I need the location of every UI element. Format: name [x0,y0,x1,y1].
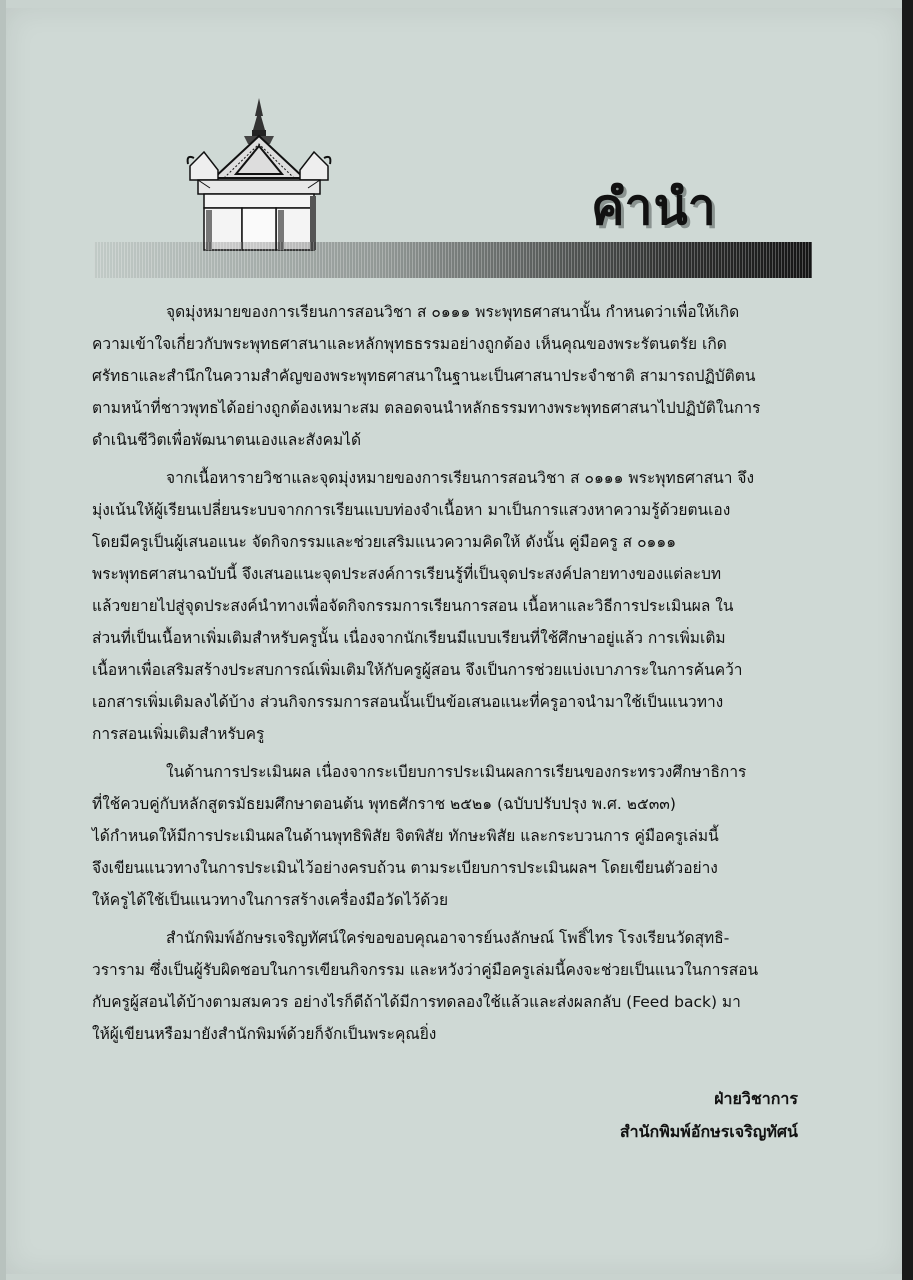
paragraph-2 [92,462,814,750]
paragraph-3 [92,756,814,916]
paragraph-1 [92,296,814,456]
text-line: ที่ใช้ควบคู่กับหลักสูตรมัธยมศึกษาตอนต้น พุทธศักราช ๒๕๒๑ (ฉบับปรับปรุง พ.ศ. ๒๕๓๓) [92,795,676,813]
text-line: ส่วนที่เป็นเนื้อหาเพิ่มเติมสำหรับครูนั้น เนื่องจากนักเรียนมีแบบเรียนที่ใช้ศึกษาอยู่แล้ว การเพิ่มเติม [92,629,726,647]
text-line: จึงเขียนแนวทางในการประเมินไว้อย่างครบถ้วน ตามระเบียบการประเมินผลฯ โดยเขียนตัวอย่าง [92,859,718,877]
text-line: จุดมุ่งหมายของการเรียนการสอนวิชา ส ๐๑๑๑ พระพุทธศาสนานั้น กำหนดว่าเพื่อให้เกิด [166,303,740,321]
signature-department: ฝ่ายวิชาการ [714,1089,798,1108]
text-line: กับครูผู้สอนได้บ้างตามสมควร อย่างไรก็ดีถ้าได้มีการทดลองใช้แล้วและส่งผลกลับ (Feed back) มา [92,993,741,1011]
signature-publisher: สำนักพิมพ์อักษรเจริญทัศน์ [619,1122,798,1141]
text-line: ความเข้าใจเกี่ยวกับพระพุทธศาสนาและหลักพุทธธรรมอย่างถูกต้อง เห็นคุณของพระรัตนตรัย เกิด [92,335,727,353]
text-line: สำนักพิมพ์อักษรเจริญทัศน์ใคร่ขอขอบคุณอาจารย์นงลักษณ์ โพธิ์ไทร โรงเรียนวัดสุทธิ- [166,929,730,947]
document-page [6,8,902,1274]
text-line: เนื้อหาเพื่อเสริมสร้างประสบการณ์เพิ่มเติมให้กับครูผู้สอน จึงเป็นการช่วยแบ่งเบาภาระในการค้นคว้า [92,661,743,679]
thai-pavilion-emblem [184,96,334,256]
text-line: ให้ผู้เขียนหรือมายังสำนักพิมพ์ด้วยก็จักเป็นพระคุณยิ่ง [92,1025,437,1043]
text-line: พระพุทธศาสนาฉบับนี้ จึงเสนอแนะจุดประสงค์การเรียนรู้ที่เป็นจุดประสงค์ปลายทางของแต่ละบท [92,565,722,583]
text-line: จากเนื้อหารายวิชาและจุดมุ่งหมายของการเรียนการสอนวิชา ส ๐๑๑๑ พระพุทธศาสนา จึง [166,469,755,487]
paragraph-4 [92,922,814,1050]
text-line: โดยมีครูเป็นผู้เสนอแนะ จัดกิจกรรมและช่วยเสริมแนวความคิดให้ ดังนั้น คู่มือครู ส ๐๑๑๑ [92,533,677,551]
scan-right-edge [902,0,913,1280]
text-line: เอกสารเพิ่มเติมลงได้บ้าง ส่วนกิจกรรมการสอนนั้นเป็นข้อเสนอแนะที่ครูอาจนำมาใช้เป็นแนวทาง [92,693,724,711]
header-gradient-band [94,242,812,278]
text-line: ดำเนินชีวิตเพื่อพัฒนาตนเองและสังคมได้ [92,431,362,449]
page-title: คำนำ [591,178,717,236]
text-line: ในด้านการประเมินผล เนื่องจากระเบียบการประเมินผลการเรียนของกระทรวงศึกษาธิการ [166,763,747,781]
preface-body [92,296,814,1056]
text-line: การสอนเพิ่มเติมสำหรับครู [92,725,265,743]
text-line: ให้ครูได้ใช้เป็นแนวทางในการสร้างเครื่องมือวัดไว้ด้วย [92,891,449,909]
text-line: ได้กำหนดให้มีการประเมินผลในด้านพุทธิพิสัย จิตพิสัย ทักษะพิสัย และกระบวนการ คู่มือครูเล่มนี้ [92,827,719,845]
text-line: แล้วขยายไปสู่จุดประสงค์นำทางเพื่อจัดกิจกรรมการเรียนการสอน เนื้อหาและวิธีการประเมินผล ใน [92,597,734,615]
text-line: มุ่งเน้นให้ผู้เรียนเปลี่ยนระบบจากการเรียนแบบท่องจำเนื้อหา มาเป็นการแสวงหาความรู้ด้วยตนเอง [92,501,731,519]
text-line: ศรัทธาและสำนึกในความสำคัญของพระพุทธศาสนาในฐานะเป็นศาสนาประจำชาติ สามารถปฏิบัติตน [92,367,756,385]
scan-left-edge [0,0,6,1280]
text-line: วราราม ซึ่งเป็นผู้รับผิดชอบในการเขียนกิจกรรม และหวังว่าคู่มือครูเล่มนี้คงจะช่วยเป็นแนวในการสอน [92,961,759,979]
signature-block [620,1082,798,1148]
text-line: ตามหน้าที่ชาวพุทธได้อย่างถูกต้องเหมาะสม ตลอดจนนำหลักธรรมทางพระพุทธศาสนาไปปฏิบัติในการ [92,399,761,417]
